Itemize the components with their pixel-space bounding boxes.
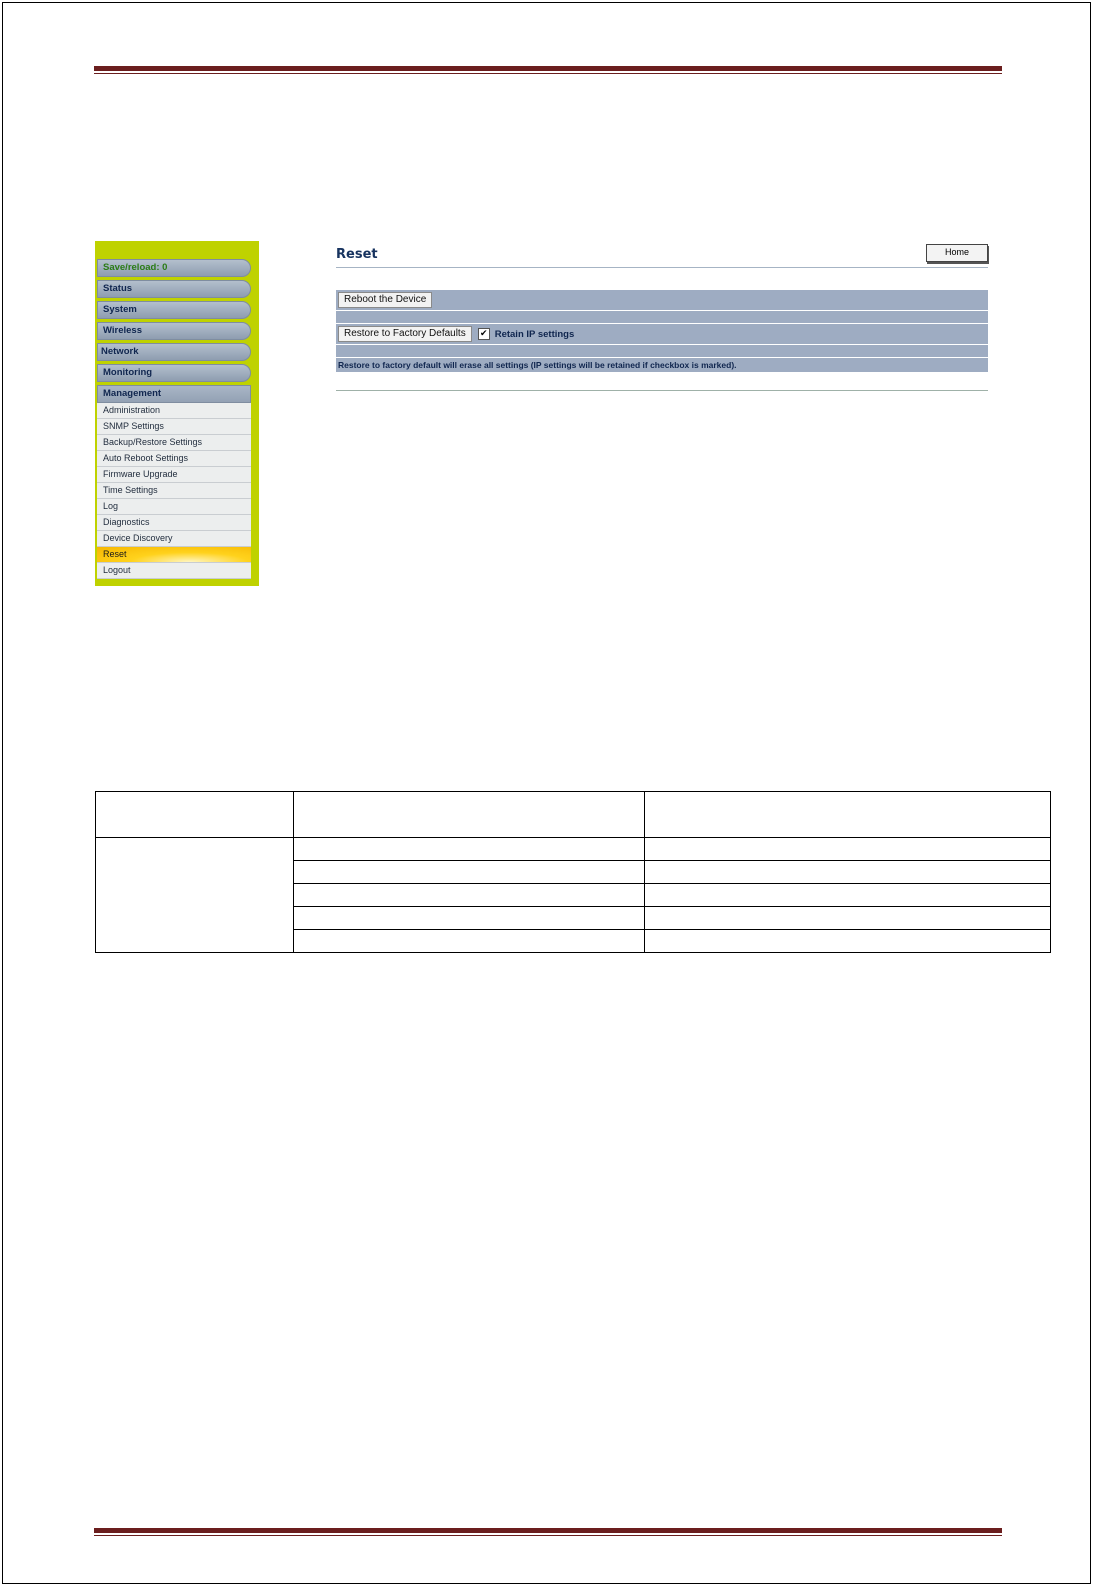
reboot-device-button[interactable]: Reboot the Device [338, 292, 432, 308]
table-cell [645, 907, 1051, 930]
sidebar-item-management[interactable]: Management [97, 385, 251, 403]
sidebar-item-monitoring[interactable]: Monitoring [97, 364, 251, 382]
table-cell [645, 792, 1051, 838]
spacer-band [336, 345, 988, 357]
table-cell [645, 861, 1051, 884]
table-cell [645, 838, 1051, 861]
sidebar-menu [95, 241, 259, 586]
spacer-band [336, 311, 988, 323]
info-row [336, 358, 988, 372]
sidebar-item-network[interactable]: Network [97, 343, 251, 361]
retain-ip-checkbox[interactable]: ✔ [478, 328, 490, 340]
table-cell [294, 930, 645, 953]
restore-factory-defaults-button[interactable]: Restore to Factory Defaults [338, 326, 472, 342]
restore-info-text: Restore to factory default will erase all settings (IP settings will be retained if checkbox is marked). [338, 360, 737, 370]
submenu-log[interactable]: Log [97, 499, 251, 515]
table-cell [645, 884, 1051, 907]
reboot-row [336, 290, 988, 310]
footer-rule [94, 1528, 1002, 1536]
sidebar-item-wireless[interactable]: Wireless [97, 322, 251, 340]
submenu-snmp-settings[interactable]: SNMP Settings [97, 419, 251, 435]
submenu-reset[interactable]: Reset [97, 547, 251, 563]
submenu-administration[interactable]: Administration [97, 403, 251, 419]
page-title: Reset [336, 247, 378, 262]
document-table [95, 791, 1051, 953]
table-cell [645, 930, 1051, 953]
reset-panel [336, 243, 988, 391]
submenu-auto-reboot[interactable]: Auto Reboot Settings [97, 451, 251, 467]
title-row [336, 243, 988, 268]
table-cell [294, 838, 645, 861]
table-cell [294, 907, 645, 930]
table-row [96, 838, 1051, 861]
home-button[interactable]: Home [926, 244, 988, 262]
submenu-time-settings[interactable]: Time Settings [97, 483, 251, 499]
restore-row [336, 324, 988, 344]
submenu-diagnostics[interactable]: Diagnostics [97, 515, 251, 531]
sidebar-item-status[interactable]: Status [97, 280, 251, 298]
panel-bottom-rule [336, 390, 988, 391]
table-cell [294, 861, 645, 884]
save-reload-button[interactable]: Save/reload: 0 [97, 259, 251, 277]
table-cell [96, 792, 294, 838]
submenu-logout[interactable]: Logout [97, 563, 251, 579]
retain-ip-label: Retain IP settings [494, 328, 575, 340]
header-rule [94, 66, 1002, 74]
submenu-backup-restore[interactable]: Backup/Restore Settings [97, 435, 251, 451]
management-submenu [97, 403, 251, 579]
table-cell [294, 884, 645, 907]
sidebar-item-system[interactable]: System [97, 301, 251, 319]
submenu-device-discovery[interactable]: Device Discovery [97, 531, 251, 547]
table-header-row [96, 792, 1051, 838]
table-cell [294, 792, 645, 838]
submenu-firmware-upgrade[interactable]: Firmware Upgrade [97, 467, 251, 483]
table-cell [96, 838, 294, 953]
